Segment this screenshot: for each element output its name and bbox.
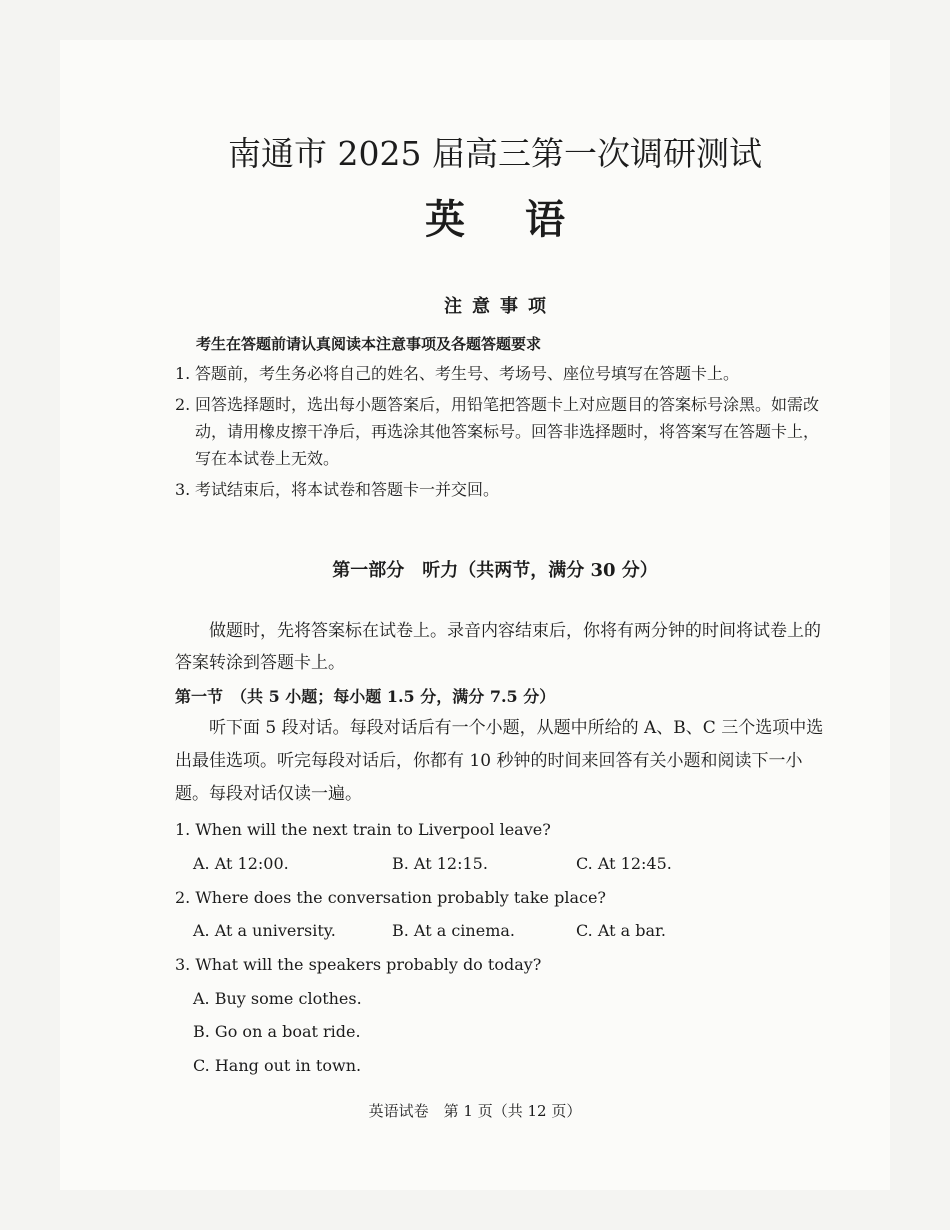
- exam-title: 南通市 2025 届高三第一次调研测试: [228, 134, 762, 173]
- section-heading: 第一节 （共 5 小题；每小题 1.5 分，满分 7.5 分）: [175, 687, 556, 706]
- option-a: A. At a university.: [193, 921, 336, 940]
- notice-item-text: 答题前，考生务必将自己的姓名、考生号、考场号、座位号填写在答题卡上。: [195, 364, 740, 383]
- page-footer: 英语试卷 第 1 页（共 12 页）: [368, 1102, 582, 1120]
- option-c: C. Hang out in town.: [193, 1056, 362, 1075]
- part-heading: 第一部分 听力（共两节，满分 30 分）: [332, 560, 658, 581]
- notice-item-number: 2.: [175, 395, 191, 414]
- notice-list: [175, 360, 823, 507]
- option-b: B. At a cinema.: [392, 921, 515, 940]
- option-a: A. At 12:00.: [193, 854, 289, 873]
- notice-intro: 考生在答题前请认真阅读本注意事项及各题答题要求: [196, 335, 542, 353]
- notice-item-text: 考试结束后，将本试卷和答题卡一并交回。: [195, 480, 500, 499]
- notice-item-number: 3.: [175, 480, 191, 499]
- notice-item: [175, 360, 823, 387]
- notice-item-number: 1.: [175, 364, 191, 383]
- option-b: B. Go on a boat ride.: [193, 1022, 361, 1041]
- option-c: C. At 12:45.: [576, 854, 672, 873]
- subject-title: 英语: [425, 196, 625, 243]
- option-b: B. At 12:15.: [392, 854, 488, 873]
- notice-item: [175, 391, 823, 472]
- question-stem: 2. Where does the conversation probably take place?: [175, 888, 606, 907]
- notice-item-text: 回答选择题时，选出每小题答案后，用铅笔把答题卡上对应题目的答案标号涂黑。如需改动，请用橡皮擦干净后，再选涂其他答案标号。回答非选择题时，将答案写在答题卡上，写在本试卷上无效。: [195, 395, 820, 468]
- notice-heading: 注意事项: [444, 296, 556, 317]
- part-instruction: 做题时，先将答案标在试卷上。录音内容结束后，你将有两分钟的时间将试卷上的答案转涂到答题卡上。: [175, 621, 821, 673]
- section-instruction: 听下面 5 段对话。每段对话后有一个小题，从题中所给的 A、B、C 三个选项中选出最佳选项。听完每段对话后，你都有 10 秒钟的时间来回答有关小题和阅读下一小题。每段对话仅读一遍。: [175, 718, 824, 804]
- option-a: A. Buy some clothes.: [193, 989, 362, 1008]
- option-c: C. At a bar.: [576, 921, 667, 940]
- question-stem: 1. When will the next train to Liverpool leave?: [175, 820, 551, 839]
- notice-item: [175, 476, 823, 503]
- question-stem: 3. What will the speakers probably do today?: [175, 955, 542, 974]
